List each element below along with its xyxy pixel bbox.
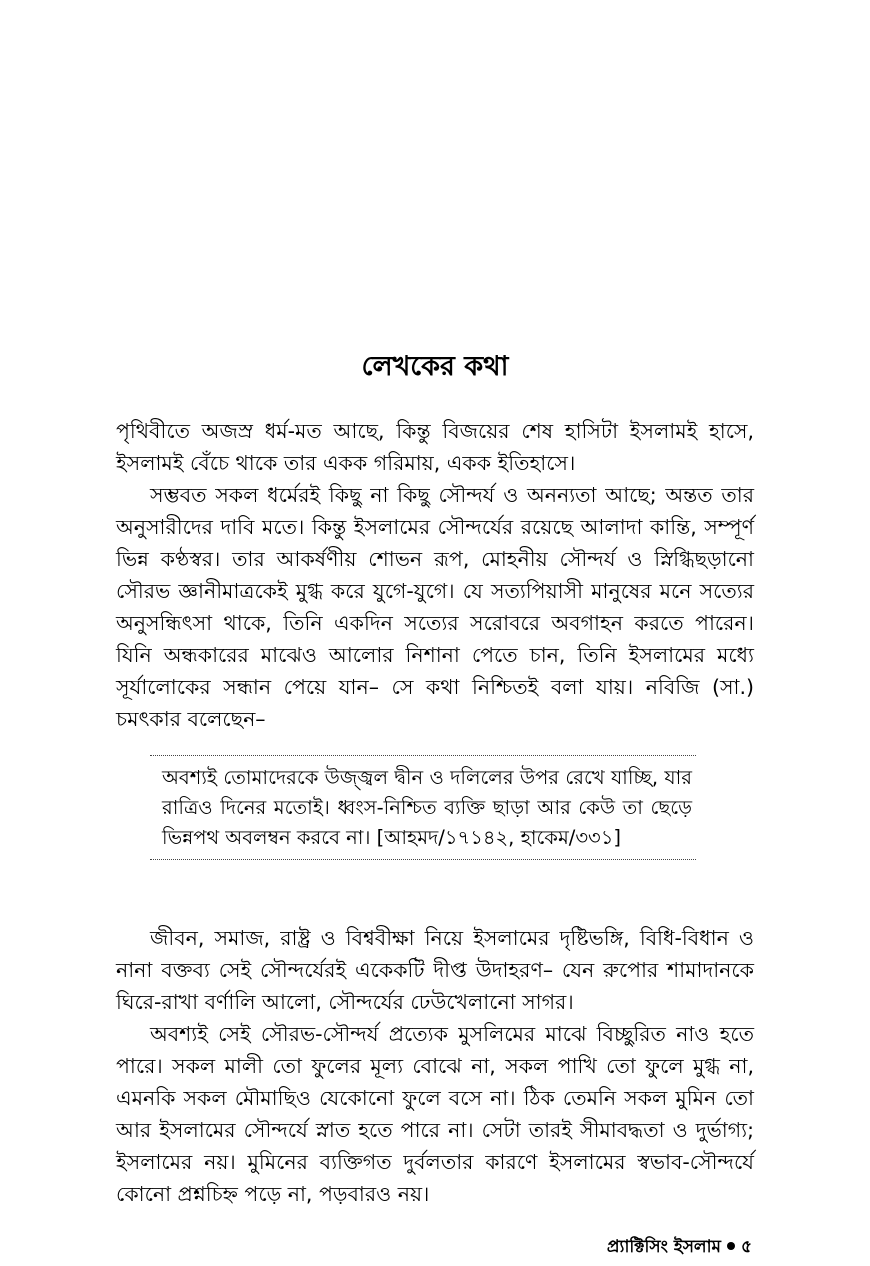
hadith-quote: অবশ্যই তোমাদেরকে উজ্জ্বল দ্বীন ও দলিলের উপর রেখে যাচ্ছি, যার রাত্রিও দিনের মতোই। ধ্বংস-নিশ্চিত ব্যক্তি ছাড়া আর কেউ তা ছেড়ে ভিন্নপথ অবলম্বন করবে না। [আহমদ/১৭১৪২, হাকেম/৩৩১]: [162, 766, 692, 849]
paragraph: অবশ্যই সেই সৌরভ-সৌন্দর্য প্রত্যেক মুসলিমের মাঝে বিচ্ছুরিত নাও হতে পারে। সকল মালী তো ফুলের মূল্য বোঝে না, সকল পাখি তো ফুলে মুগ্ধ না, এমনকি সকল মৌমাছিও যেকোনো ফুলে বসে না। ঠিক তেমনি সকল মুমিন তো আর ইসলামের সৌন্দর্যে স্নাত হতে পারে না। সেটা তারই সীমাবদ্ধতা ও দুর্ভাগ্য; ইসলামের নয়। মুমিনের ব্যক্তিগত দুর্বলতার কারণে ইসলামের স্বভাব-সৌন্দর্যে কোনো প্রশ্নচিহ্ন পড়ে না, পড়বারও নয়।: [116, 1022, 754, 1206]
page-number: ৫: [740, 1237, 752, 1257]
intro-text-block: [116, 415, 754, 735]
book-title: প্র্যাক্টিসিং ইসলাম: [606, 1237, 721, 1257]
paragraph: জীবন, সমাজ, রাষ্ট্র ও বিশ্ববীক্ষা নিয়ে ইসলামের দৃষ্টিভঙ্গি, বিধি-বিধান ও নানা বক্তব্য সেই সৌন্দর্যেরই একেকটি দীপ্ত উদাহরণ– যেন রুপোর শামাদানকে ঘিরে-রাখা বর্ণালি আলো, সৌন্দর্যের ঢেউখেলানো সাগর।: [116, 926, 754, 1014]
paragraph: পৃথিবীতে অজস্র ধর্ম-মত আছে, কিন্তু বিজয়ের শেষ হাসিটা ইসলামই হাসে, ইসলামই বেঁচে থাকে তার একক গরিমায়, একক ইতিহাসে।: [116, 419, 754, 475]
page-footer: [607, 1236, 752, 1258]
paragraph: সম্ভবত সকল ধর্মেরই কিছু না কিছু সৌন্দর্য ও অনন্যতা আছে; অন্তত তার অনুসারীদের দাবি মতে। কিন্তু ইসলামের সৌন্দর্যের রয়েছে আলাদা কান্তি, সম্পূর্ণ ভিন্ন কণ্ঠস্বর। তার আকর্ষণীয় শোভন রূপ, মোহনীয় সৌন্দর্য ও স্নিগ্ধিছড়ানো সৌরভ জ্ঞানীমাত্রকেই মুগ্ধ করে যুগে-যুগে। যে সত্যপিয়াসী মানুষের মনে সত্যের অনুসন্ধিৎসা থাকে, তিনি একদিন সত্যের সরোবরে অবগাহন করতে পারেন। যিনি অন্ধকারের মাঝেও আলোর নিশানা পেতে চান, তিনি ইসলামের মধ্যে সূর্যালোকের সন্ধান পেয়ে যান– সে কথা নিশ্চিতই বলা যায়। নবিজি (সা.) চমৎকার বলেছেন–: [116, 483, 754, 731]
hadith-quote-box: [150, 755, 696, 860]
chapter-title: লেখকের কথা: [361, 351, 509, 382]
closing-text-block: [116, 922, 754, 1210]
bullet-icon: [727, 1242, 735, 1250]
